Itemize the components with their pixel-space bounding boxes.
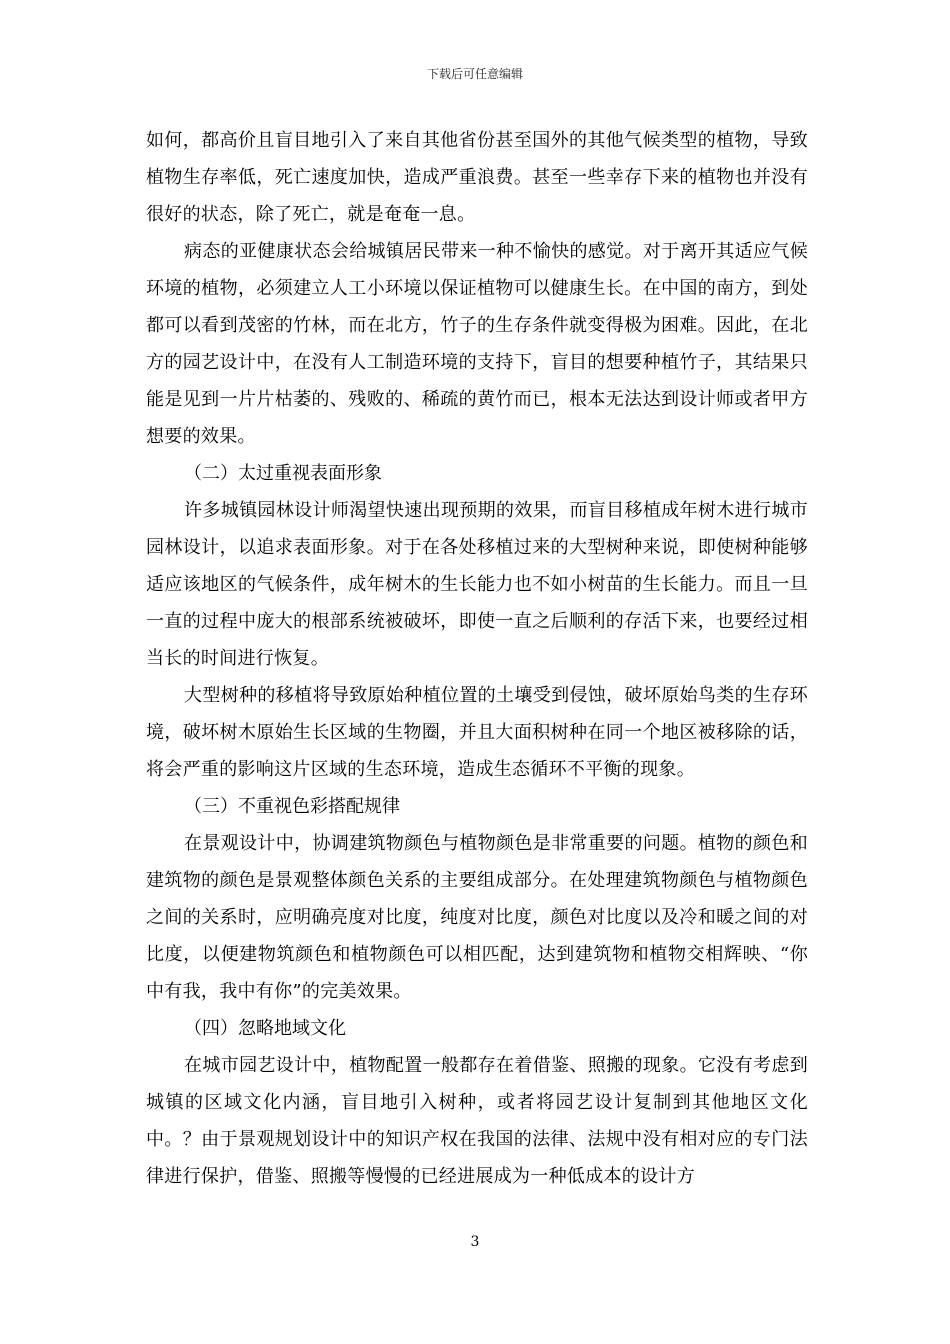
section-heading-3: （三）不重视色彩搭配规律 (184, 796, 400, 817)
paragraph-subhealth: 病态的亚健康状态会给城镇居民带来一种不愉快的感觉。对于离开其适应气候环境的植物，必须建立人工小环境以保证植物可以健康生长。在中国的南方，到处都可以看到茂密的竹林，而在北方，竹子的生存条件就变得极为困难。因此，在北方的园艺设计中，在没有人工制造环境的支持下，盲目的想要种植竹子，其结果只能是见到一片片枯萎的、残败的、稀疏的黄竹而已，根本无法达到设计师或者甲方想要的效果。 (146, 241, 808, 447)
paragraph-continued: 如何，都高价且盲目地引入了来自其他省份甚至国外的其他气候类型的植物，导致植物生存率低，死亡速度加快，造成严重浪费。甚至一些幸存下来的植物也并没有很好的状态，除了死亡，就是奄奄一息。 (146, 130, 808, 225)
section-heading-4: （四）忽略地域文化 (184, 1018, 346, 1039)
paragraph-surface-image: 许多城镇园林设计师渴望快速出现预期的效果，而盲目移植成年树木进行城市园林设计，以追求表面形象。对于在各处移植过来的大型树种来说，即使树种能够适应该地区的气候条件，成年树木的生长能力也不如小树苗的生长能力。而且一旦一直的过程中庞大的根部系统被破坏，即使一直之后顺利的存活下来，也要经过相当长的时间进行恢复。 (146, 500, 808, 669)
paragraph-transplant-impact: 大型树种的移植将导致原始种植位置的土壤受到侵蚀，破坏原始鸟类的生存环境，破坏树木原始生长区域的生物圈，并且大面积树种在同一个地区被移除的话，将会严重的影响这片区域的生态环境，造成生态循环不平衡的现象。 (146, 685, 808, 780)
paragraph-regional-culture: 在城市园艺设计中，植物配置一般都存在着借鉴、照搬的现象。它没有考虑到城镇的区域文化内涵，盲目地引入树种，或者将园艺设计复制到其他地区文化中。？由于景观规划设计中的知识产权在我国的法律、法规中没有相对应的专门法律进行保护，借鉴、照搬等慢慢的已经进展成为一种低成本的设计方 (146, 1055, 808, 1187)
document-body (146, 122, 808, 1195)
page-header-note: 下载后可任意编辑 (426, 67, 523, 81)
section-heading-2: （二）太过重视表面形象 (184, 463, 382, 484)
paragraph-color-matching: 在景观设计中，协调建筑物颜色与植物颜色是非常重要的问题。植物的颜色和建筑物的颜色是景观整体颜色关系的主要组成部分。在处理建筑物颜色与植物颜色之间的关系时，应明确亮度对比度，纯度对比度，颜色对比度以及冷和暖之间的对比度，以便建物筑颜色和植物颜色可以相匹配，达到建筑物和植物交相辉映、“你中有我，我中有你”的完美效果。 (146, 833, 808, 1002)
page-number: 3 (470, 1234, 480, 1250)
